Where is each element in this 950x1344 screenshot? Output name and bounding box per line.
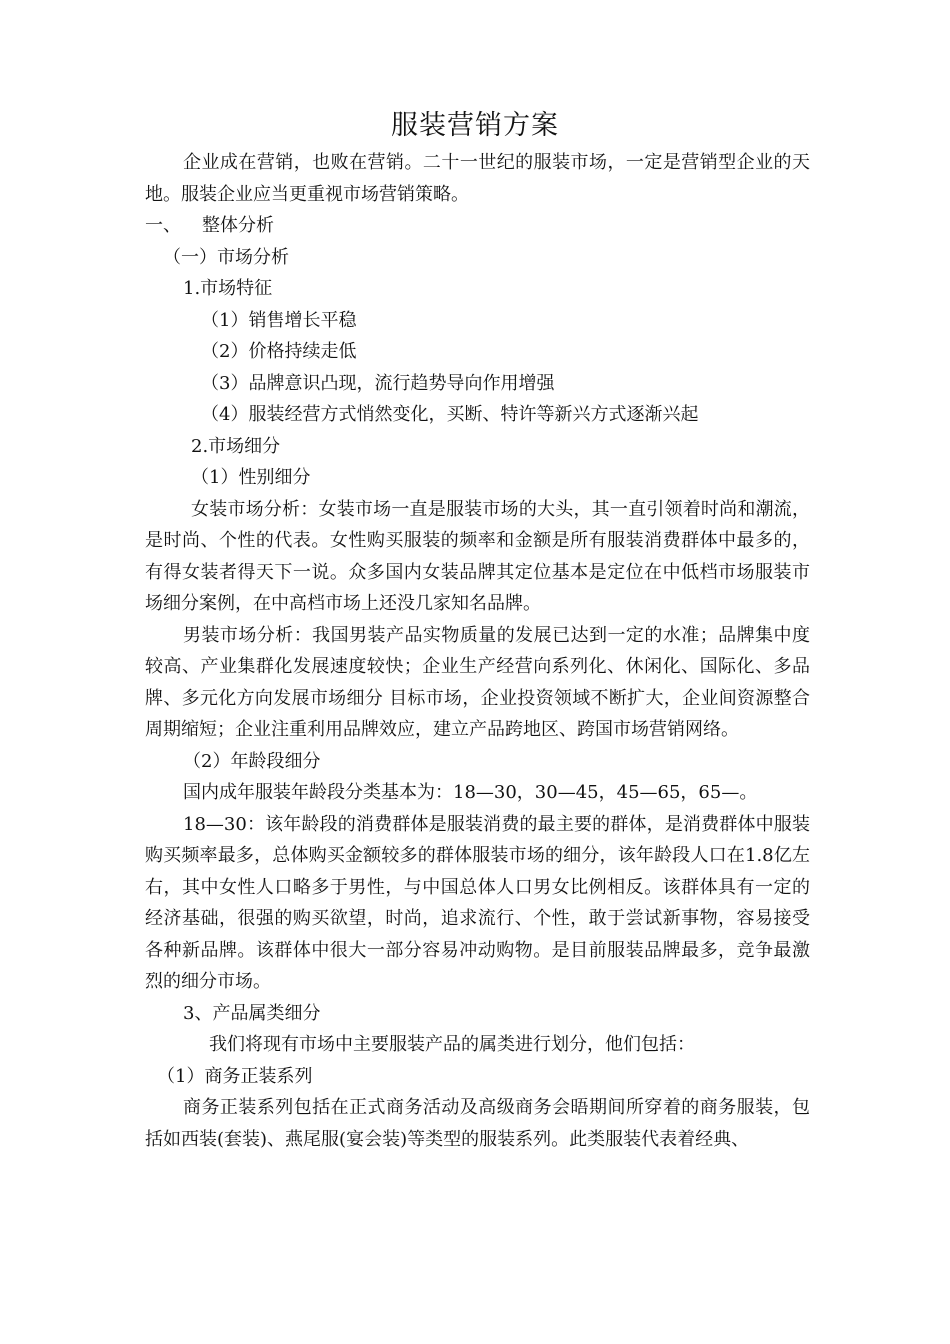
body-paragraph: 商务正装系列包括在正式商务活动及高级商务会晤期间所穿着的商务服装，包括如西装(套装)、燕尾服(宴会装)等类型的服装系列。此类服装代表着经典、: [145, 1097, 810, 1150]
list-item: （1）销售增长平稳: [201, 309, 357, 331]
list-item: （3）品牌意识凸现，流行趋势导向作用增强: [201, 372, 555, 394]
subitem-heading: （2）年龄段细分: [183, 750, 321, 772]
body-paragraph: 女装市场分析：女装市场一直是服装市场的大头，其一直引领着时尚和潮流，是时尚、个性的代表。女性购买服装的频率和金额是所有服装消费群体中最多的，有得女装者得天下一说。众多国内女装品牌其定位基本是定位在中低档市场服装市场细分案例，在中高档市场上还没几家知名品牌。: [145, 498, 810, 614]
section-number: 一、: [145, 215, 181, 236]
document-title: 服装营销方案: [391, 110, 559, 141]
subitem-heading: （1）商务正装系列: [157, 1065, 313, 1087]
item-heading: 1.市场特征: [183, 278, 273, 299]
list-item: （4）服装经营方式悄然变化，买断、特许等新兴方式逐渐兴起: [201, 404, 699, 425]
section-heading: [145, 210, 810, 242]
intro-paragraph: 企业成在营销，也败在营销。二十一世纪的服装市场，一定是营销型企业的天地。服装企业应当更重视市场营销策略。: [145, 152, 810, 205]
body-paragraph: 18—30：该年龄段的消费群体是服装消费的最主要的群体，是消费群体中服装购买频率最多，总体购买金额较多的群体服装市场的细分，该年龄段人口在1.8亿左右，其中女性人口略多于男性，与中国总体人口男女比例相反。该群体具有一定的经济基础，很强的购买欲望，时尚，追求流行、个性，敢于尝试新事物，容易接受各种新品牌。该群体中很大一部分容易冲动购物。是目前服装品牌最多，竞争最激烈的细分市场。: [145, 813, 810, 992]
item-heading: 2.市场细分: [191, 435, 281, 457]
body-paragraph: 我们将现有市场中主要服装产品的属类进行划分，他们包括：: [209, 1034, 695, 1055]
list-item: （2）价格持续走低: [201, 341, 357, 362]
item-heading: 3、产品属类细分: [183, 1002, 321, 1024]
body-paragraph: 男装市场分析：我国男装产品实物质量的发展已达到一定的水准；品牌集中度较高、产业集群化发展速度较快；企业生产经营向系列化、休闲化、国际化、多品牌、多元化方向发展市场细分 目标市场，企业投资领域不断扩大，企业间资源整合周期缩短；企业注重利用品牌效应，建立产品跨地区、跨国市场营销网络。: [145, 624, 810, 740]
subsection-heading: （一）市场分析: [163, 246, 289, 268]
document-body: [145, 147, 810, 1155]
subitem-heading: （1）性别细分: [191, 467, 311, 488]
section-title: 整体分析: [202, 215, 274, 236]
body-paragraph: 国内成年服装年龄段分类基本为：18—30，30—45，45—65，65—。: [183, 782, 758, 803]
